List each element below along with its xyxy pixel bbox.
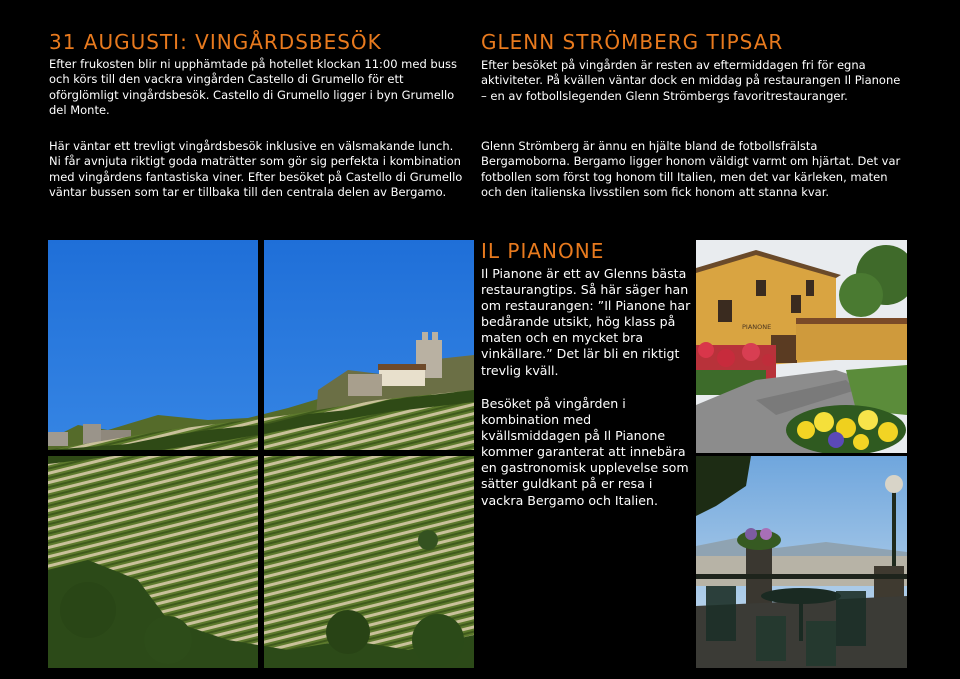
vineyard-lunch-paragraph: Här väntar ett trevligt vingårdsbesök inklusive en välsmakande lunch. Ni får avnjuta riktigt goda maträtter som gör sig perfekta i kombination med vingårdens fantastiska viner. Efter besöket på Castello di Grumello väntar bussen som tar er tillbaka till den centrala delen av Bergamo. bbox=[49, 139, 463, 199]
vineyard-intro-paragraph: Efter frukosten blir ni upphämtade på hotellet klockan 11:00 med buss och körs till den vackra vingården Castello di Grumello för ett oförglömligt vingårdsbesök. Castello di Grumello ligger i byn Grumello del Monte. bbox=[49, 57, 457, 117]
terrace-illustration bbox=[696, 456, 907, 668]
vineyard-castle-photo bbox=[48, 240, 474, 668]
terrace-view-photo bbox=[696, 456, 907, 668]
il-pianone-heading: IL PIANONE bbox=[481, 239, 605, 263]
afternoon-paragraph: Efter besöket på vingården är resten av eftermiddagen fri för egna aktiviteter. På kvällen väntar dock en middag på restaurangen Il Pianone – en av fotbollslegenden Glenn Strömbergs favoritrestauranger. bbox=[481, 58, 901, 103]
vineyard-heading: 31 AUGUSTI: VINGÅRDSBESÖK bbox=[49, 30, 382, 54]
pianone-quote-paragraph: Il Pianone är ett av Glenns bästa restaurangtips. Så här säger han om restaurangen: ”Il Pianone har bedårande utsikt, hög klass på maten och en mycket bra vinkällare.” Det lär bli en riktigt trevlig kväll. bbox=[481, 266, 691, 378]
restaurant-sign: PIANONE bbox=[742, 323, 772, 331]
restaurant-photo bbox=[696, 240, 907, 453]
restaurant-illustration bbox=[696, 240, 907, 453]
glenn-tips-heading: GLENN STRÖMBERG TIPSAR bbox=[481, 30, 784, 54]
photo-divider-horizontal bbox=[48, 450, 474, 456]
glenn-story-paragraph: Glenn Strömberg är ännu en hjälte bland de fotbollsfrälsta Bergamoborna. Bergamo ligger honom väldigt varmt om hjärtat. Det var fotbollen som först tog honom till Italien, men det var kärleken, maten och den italienska livsstilen som fick honom att stanna kvar. bbox=[481, 139, 901, 199]
pianone-summary-paragraph: Besöket på vingården i kombination med kvällsmiddagen på Il Pianone kommer garanterat att innebära en gastronomisk upplevelse som sätter guldkant på er resa i vackra Bergamo och Italien. bbox=[481, 396, 689, 508]
